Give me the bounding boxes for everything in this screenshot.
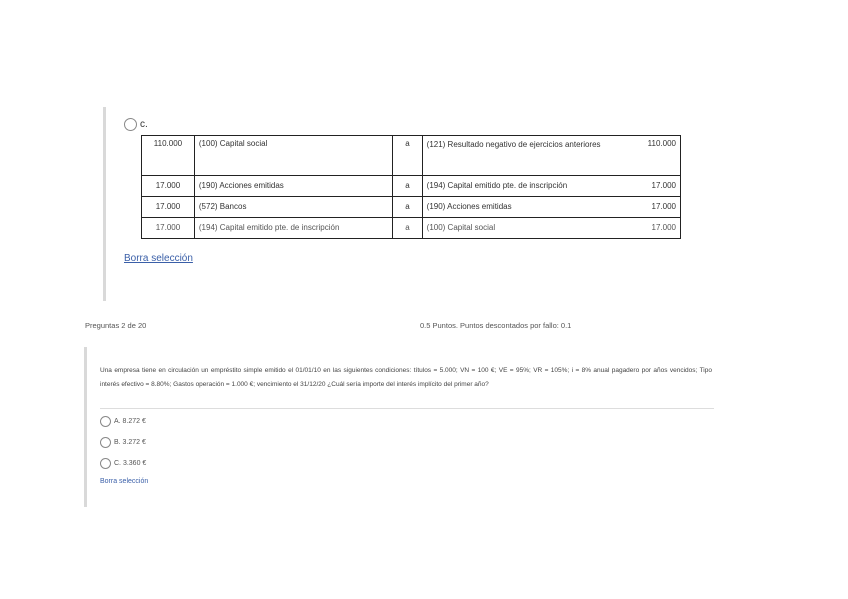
to-marker: a: [393, 218, 422, 239]
answer-option-a[interactable]: [100, 416, 146, 427]
option-c-radio[interactable]: [124, 118, 137, 131]
credit-amount: 17.000: [634, 176, 680, 197]
question-block: [84, 347, 717, 507]
table-row: [142, 197, 681, 218]
divider: [100, 408, 714, 409]
option-c[interactable]: [124, 118, 148, 131]
question-number: Preguntas 2 de 20: [85, 321, 147, 330]
credit-account: (121) Resultado negativo de ejercicios anteriores: [422, 136, 634, 176]
debit-account: (572) Bancos: [194, 197, 392, 218]
to-marker: a: [393, 197, 422, 218]
question-points: 0.5 Puntos. Puntos descontados por fallo: 0.1: [420, 321, 572, 330]
answer-c-label: C. 3.360 €: [114, 460, 147, 467]
table-row: [142, 218, 681, 239]
to-marker: a: [393, 176, 422, 197]
answer-b-label: B. 3.272 €: [114, 439, 146, 446]
clear-selection-link[interactable]: Borra selección: [124, 253, 193, 264]
answer-a-label: A. 8.272 €: [114, 418, 146, 425]
debit-amount: 17.000: [142, 197, 195, 218]
debit-amount: 110.000: [142, 136, 195, 176]
answer-b-radio[interactable]: [100, 437, 111, 448]
debit-amount: 17.000: [142, 176, 195, 197]
debit-account: (100) Capital social: [194, 136, 392, 176]
credit-amount: 17.000: [634, 197, 680, 218]
debit-amount: 17.000: [142, 218, 195, 239]
answer-c-radio[interactable]: [100, 458, 111, 469]
debit-account: (194) Capital emitido pte. de inscripción: [194, 218, 392, 239]
option-c-block: [103, 107, 686, 301]
to-marker: a: [393, 136, 422, 176]
credit-account: (100) Capital social: [422, 218, 634, 239]
answer-option-c[interactable]: [100, 458, 146, 469]
question-text: Una empresa tiene en circulación un empréstito simple emitido el 01/01/10 en las siguientes condiciones: títulos = 5.000; VN = 100 €; VE = 95%; VR = 105%; i = 8% anual pagadero por años vencidos; Tipo interés efectivo = 8.80%; Gastos operación = 1.000 €; vencimiento el 31/12/20 ¿Cuál sería importe del interés implícito del primer año?: [100, 367, 712, 388]
credit-account: (194) Capital emitido pte. de inscripción: [422, 176, 634, 197]
table-row: [142, 176, 681, 197]
option-c-label: c.: [140, 119, 148, 130]
table-row: [142, 136, 681, 176]
credit-amount: 110.000: [634, 136, 680, 176]
debit-account: (190) Acciones emitidas: [194, 176, 392, 197]
answer-option-b[interactable]: [100, 437, 146, 448]
credit-account: (190) Acciones emitidas: [422, 197, 634, 218]
credit-amount: 17.000: [634, 218, 680, 239]
journal-entry-table: [141, 135, 681, 239]
clear-selection-link[interactable]: Borra selección: [100, 478, 149, 485]
answer-a-radio[interactable]: [100, 416, 111, 427]
